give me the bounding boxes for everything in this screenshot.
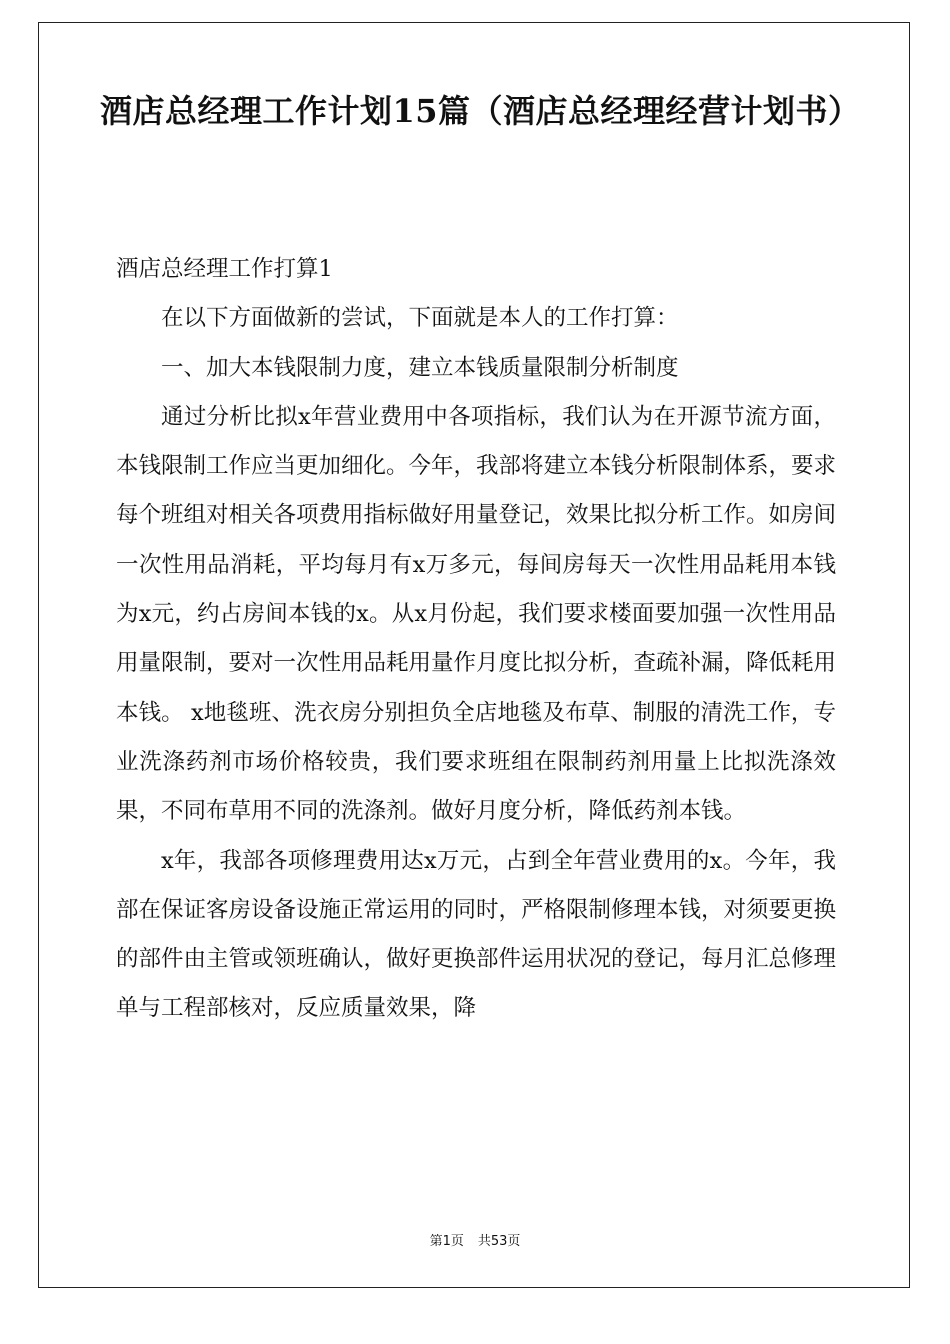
page-total: 共53页	[477, 1234, 521, 1249]
paragraph: 在以下方面做新的尝试，下面就是本人的工作打算：	[161, 305, 679, 332]
page-footer	[0, 1232, 950, 1252]
paragraph: x年，我部各项修理费用达x万元，占到全年营业费用的x。今年，我部在保证客房设备设施正常运用的同时，严格限制修理本钱，对须要更换的部件由主管或领班确认，做好更换部件运用状况的登记，每月汇总修理单与工程部核对，反应质量效果，降	[116, 847, 837, 1022]
page-number: 第1页	[429, 1234, 464, 1249]
document-title: 酒店总经理工作计划15篇（酒店总经理经营计划书）	[100, 92, 861, 130]
section-heading: 酒店总经理工作打算1	[116, 256, 333, 282]
document-body	[116, 245, 836, 1034]
paragraph: 一、加大本钱限制力度，建立本钱质量限制分析制度	[161, 354, 679, 381]
paragraph: 通过分析比拟x年营业费用中各项指标，我们认为在开源节流方面，本钱限制工作应当更加细化。今年，我部将建立本钱分析限制体系，要求每个班组对相关各项费用指标做好用量登记，效果比拟分析工作。如房间一次性用品消耗，平均每月有x万多元，每间房每天一次性用品耗用本钱为x元，约占房间本钱的x。从x月份起，我们要求楼面要加强一次性用品用量限制，要对一次性用品耗用量作月度比拟分析，查疏补漏，降低耗用本钱。 x地毯班、洗衣房分别担负全店地毯及布草、制服的清洗工作，专业洗涤药剂市场价格较贵，我们要求班组在限制药剂用量上比拟洗涤效果，不同布草用不同的洗涤剂。做好月度分析，降低药剂本钱。	[116, 403, 837, 825]
